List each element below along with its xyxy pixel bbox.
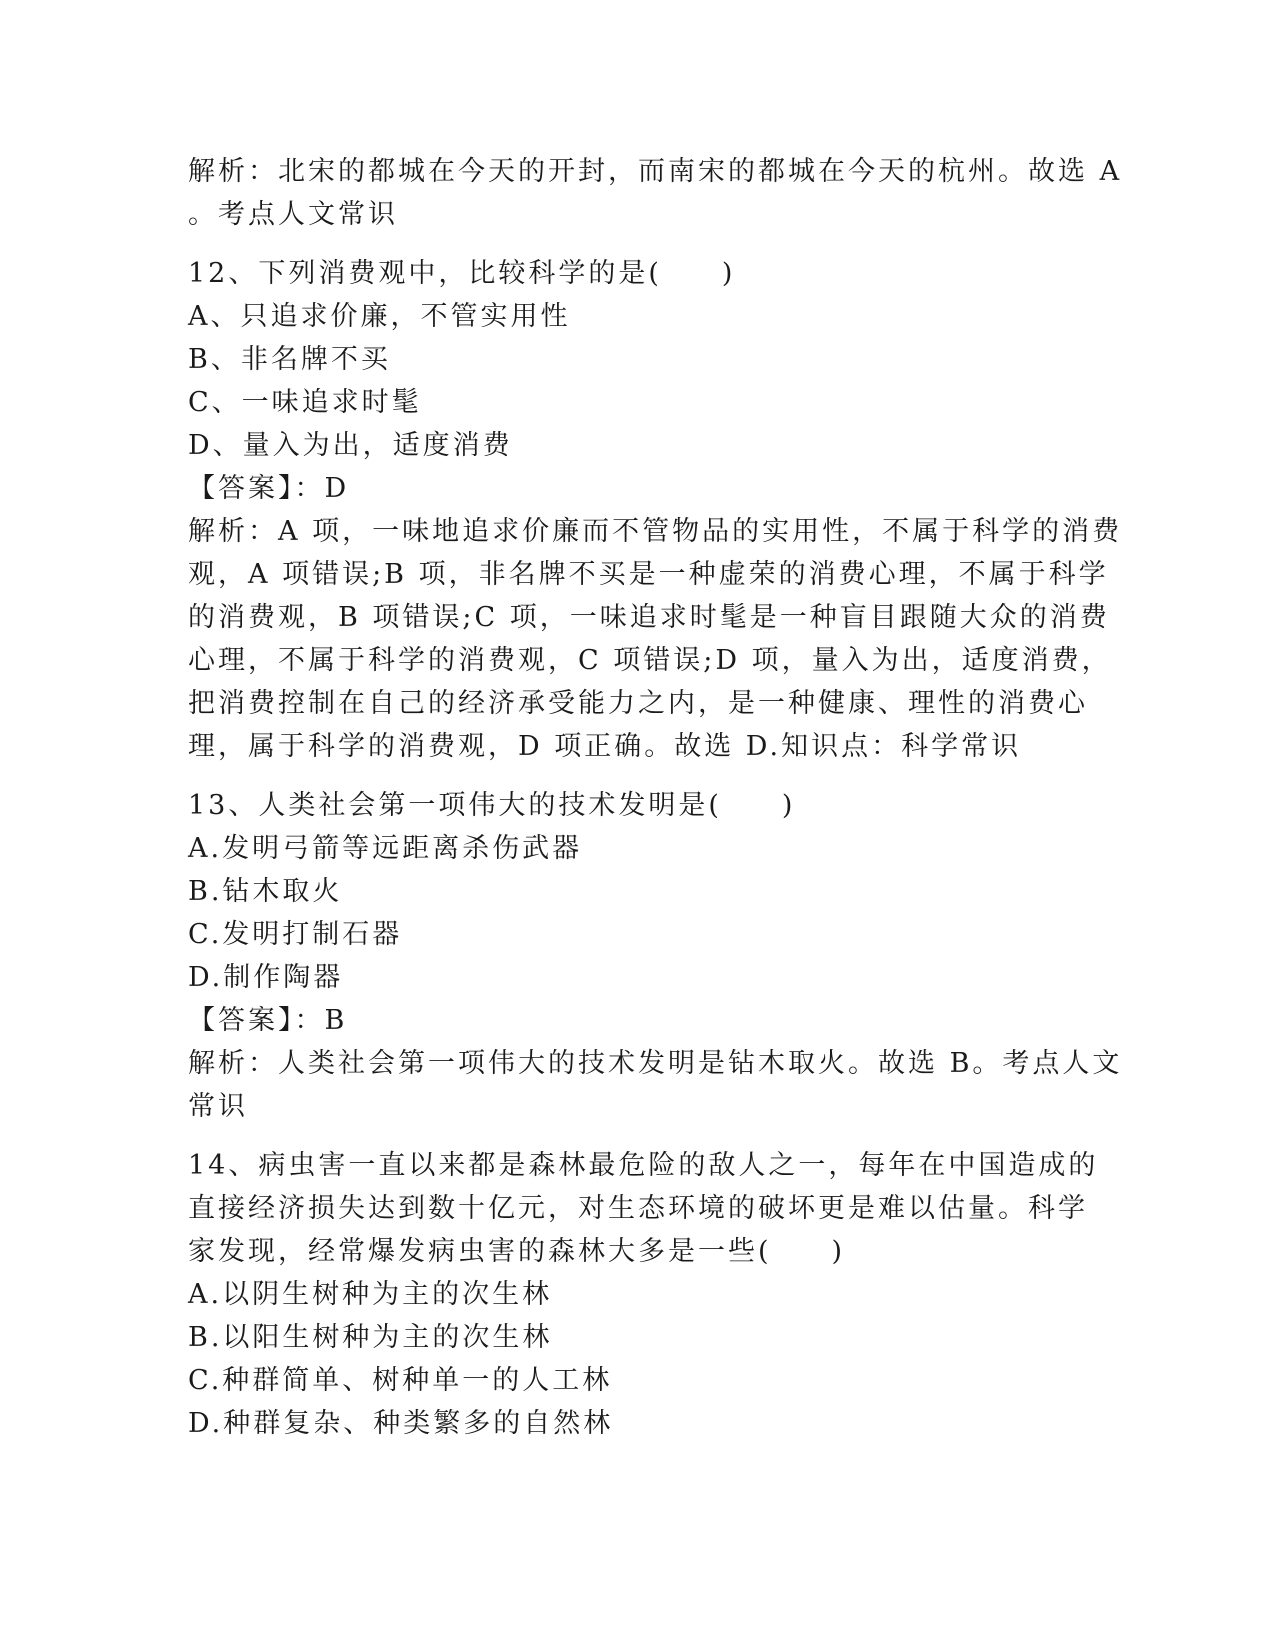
analysis-line: 心理，不属于科学的消费观，C 项错误;D 项，量入为出，适度消费，	[188, 645, 1112, 676]
option-b: B.钻木取火	[188, 876, 343, 907]
option-c: C.种群简单、树种单一的人工林	[188, 1365, 613, 1396]
option-d: D.制作陶器	[188, 962, 344, 993]
option-a: A.发明弓箭等远距离杀伤武器	[188, 833, 583, 864]
option-b: B、非名牌不买	[188, 344, 391, 375]
option-b: B.以阳生树种为主的次生林	[188, 1322, 553, 1353]
analysis-line: 的消费观，B 项错误;C 项，一味追求时髦是一种盲目跟随大众的消费	[188, 602, 1110, 633]
option-c: C.发明打制石器	[188, 919, 403, 950]
question-stem: 13、人类社会第一项伟大的技术发明是( )	[188, 790, 796, 821]
question-stem: 家发现，经常爆发病虫害的森林大多是一些( )	[188, 1236, 846, 1267]
question-13	[188, 784, 1123, 1128]
answer: 【答案】：B	[188, 1005, 348, 1036]
analysis-line: 。考点人文常识	[188, 199, 398, 230]
answer: 【答案】：D	[188, 473, 350, 504]
intro-analysis	[188, 150, 1123, 236]
question-stem: 12、下列消费观中，比较科学的是( )	[188, 258, 736, 289]
question-12	[188, 252, 1123, 768]
option-d: D.种群复杂、种类繁多的自然林	[188, 1408, 614, 1439]
question-14	[188, 1144, 1099, 1445]
document-page	[188, 150, 1123, 1445]
analysis-line: 解析：人类社会第一项伟大的技术发明是钻木取火。故选 B。考点人文	[188, 1048, 1123, 1079]
analysis-line: 解析：北宋的都城在今天的开封，而南宋的都城在今天的杭州。故选 A	[188, 156, 1123, 187]
option-c: C、一味追求时髦	[188, 387, 422, 418]
analysis-line: 观，A 项错误;B 项，非名牌不买是一种虚荣的消费心理，不属于科学	[188, 559, 1109, 590]
option-a: A、只追求价廉，不管实用性	[188, 301, 571, 332]
option-a: A.以阴生树种为主的次生林	[188, 1279, 553, 1310]
option-d: D、量入为出，适度消费	[188, 430, 513, 461]
analysis-line: 常识	[188, 1091, 248, 1122]
question-stem: 直接经济损失达到数十亿元，对生态环境的破坏更是难以估量。科学	[188, 1193, 1088, 1224]
question-stem: 14、病虫害一直以来都是森林最危险的敌人之一，每年在中国造成的	[188, 1150, 1099, 1181]
analysis-line: 把消费控制在自己的经济承受能力之内，是一种健康、理性的消费心	[188, 688, 1088, 719]
analysis-line: 理，属于科学的消费观，D 项正确。故选 D.知识点：科学常识	[188, 731, 1022, 762]
analysis-line: 解析：A 项，一味地追求价廉而不管物品的实用性，不属于科学的消费	[188, 516, 1123, 547]
